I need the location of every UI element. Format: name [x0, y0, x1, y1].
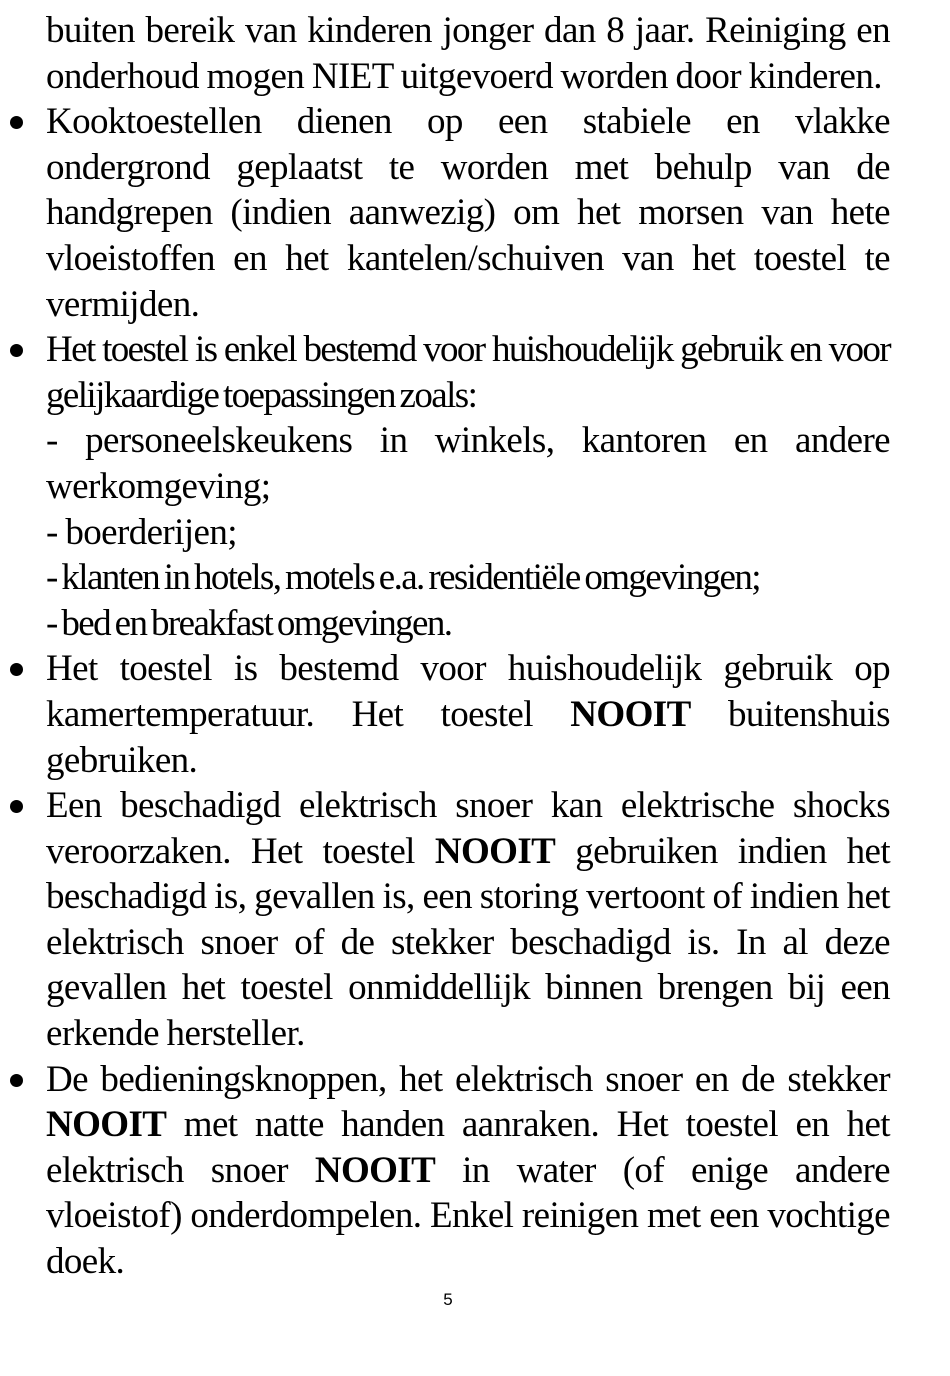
list-item: [46, 1057, 890, 1285]
bullet-icon: [10, 116, 23, 129]
emphasis-nooit: NOOIT: [434, 830, 556, 872]
list-item-text-part: Het toestel is bestemd voor huishoudelijk gebruik op kamertemperatuur. Het toestel: [46, 648, 890, 735]
list-item-text: [46, 783, 890, 1057]
bullet-icon: [10, 1074, 23, 1087]
body-text: [46, 8, 890, 1285]
list-item-text-part: gebruiken indien het beschadigd is, gevallen is, een storing vertoont of indien het elektrisch snoer of de stekker beschadigd is. In al deze gevallen het toestel onmiddellijk binnen brengen bij een erkende hersteller.: [46, 830, 891, 1055]
list-item-text-part: in water (of enige andere vloeistof) onderdompelen. Enkel reinigen met een vochtige doek.: [46, 1149, 891, 1283]
sub-item: - boerderijen;: [46, 511, 237, 553]
emphasis-nooit: NOOIT: [314, 1149, 436, 1191]
list-item-text: Kooktoestellen dienen op een stabiele en vlakke ondergrond geplaatst te worden met behulp van de handgrepen (indien aanwezig) om het morsen van hete vloeistoffen en het kantelen/schuiven van het toestel te vermijden.: [46, 101, 890, 325]
page-number: 5: [443, 1290, 453, 1309]
list-item: [46, 646, 890, 783]
list-item-text-part: buitenshuis gebruiken.: [46, 693, 890, 781]
list-item-text-part: Een beschadigd elektrisch snoer kan elektrische shocks veroorzaken. Het toestel: [46, 785, 890, 872]
list-item-text: [46, 1057, 890, 1285]
sub-item: - klanten in hotels, motels e.a. residentiële omgevingen;: [46, 557, 760, 599]
list-item: [46, 327, 890, 646]
sub-item: - bed en breakfast omgevingen.: [46, 602, 452, 644]
emphasis-nooit: NOOIT: [46, 1104, 167, 1146]
list-item-text-part: met natte handen aanraken. Het toestel en het elektrisch snoer: [46, 1104, 890, 1191]
bullet-icon: [10, 800, 23, 813]
list-item-text: Het toestel is enkel bestemd voor huishoudelijk gebruik en voor gelijkaardige toepassingen zoals:: [46, 329, 890, 416]
emphasis-nooit: NOOIT: [570, 693, 691, 735]
list-item: [46, 99, 890, 327]
safety-list: [46, 99, 890, 1284]
list-item-text-part: De bedieningsknoppen, het elektrisch snoer en de stekker: [46, 1058, 890, 1100]
bullet-icon: [10, 663, 23, 676]
bullet-icon: [10, 344, 23, 357]
list-item-text: [46, 646, 890, 783]
intro-paragraph: buiten bereik van kinderen jonger dan 8 jaar. Reiniging en onderhoud mogen NIET uitgevoerd worden door kinderen.: [46, 10, 890, 97]
list-item: [46, 783, 890, 1057]
sub-item: - personeelskeukens in winkels, kantoren en andere werkomgeving;: [46, 420, 890, 507]
